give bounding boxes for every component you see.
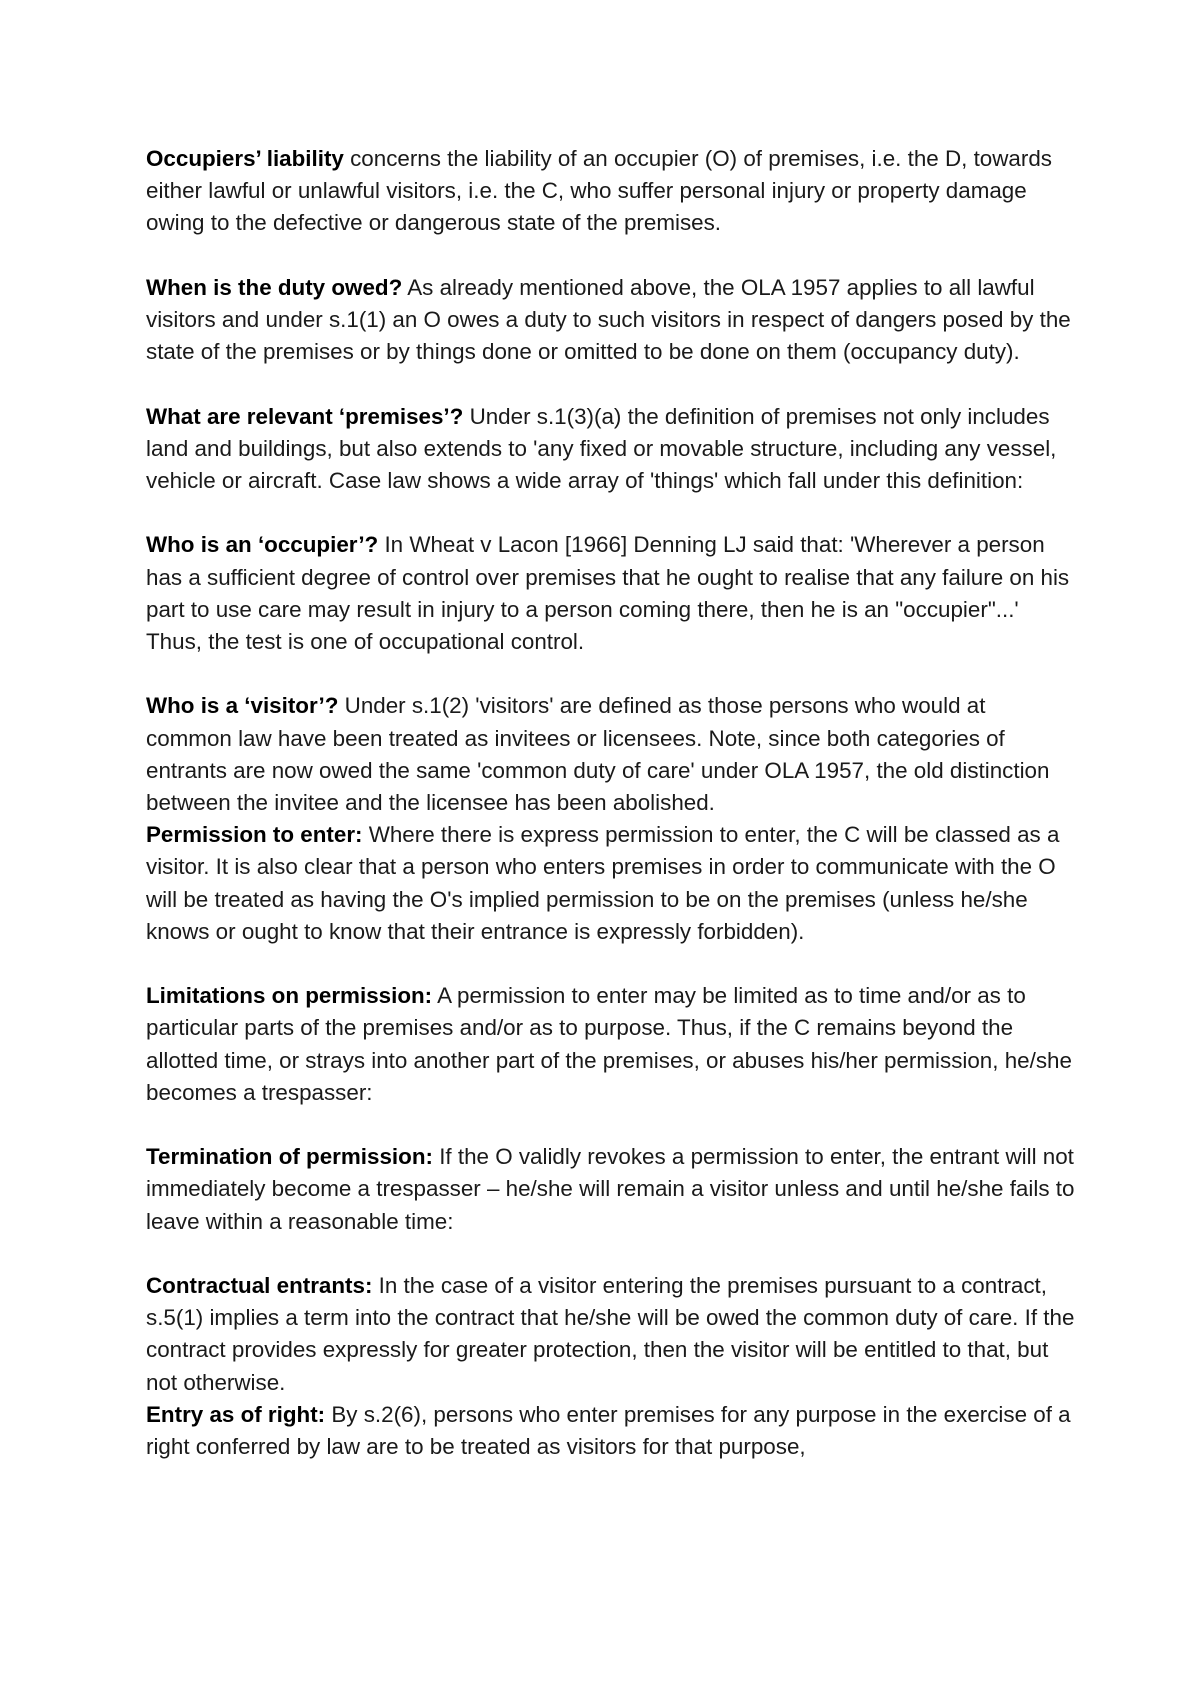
paragraph-text: If the O validly revokes a permission to enter, the entrant will not immediately become a trespasser – he/she will remain a visitor unless and until he/she fails to leave within a reasonable time: <box>146 1144 1075 1234</box>
paragraph-heading: Permission to enter: <box>146 822 363 848</box>
paragraph-text: Under s.1(3)(a) the definition of premises not only includes land and buildings, but also extends to 'any fixed or movable structure, including any vessel, vehicle or aircraft. Case law shows a wide array of 'things' which fall under this definition: <box>146 403 1057 493</box>
paragraph-termination <box>146 1141 1076 1238</box>
paragraph-permission-to-enter <box>146 819 1076 948</box>
paragraph-heading: Entry as of right: <box>146 1401 326 1427</box>
paragraph-occupier <box>146 529 1076 658</box>
paragraph-premises <box>146 401 1076 498</box>
paragraph-heading: Who is an ‘occupier’? <box>146 532 379 558</box>
paragraph-heading: What are relevant ‘premises’? <box>146 403 464 429</box>
paragraph-heading: When is the duty owed? <box>146 274 403 300</box>
paragraph-text: Under s.1(2) 'visitors' are defined as those persons who would at common law have been treated as invitees or licensees. Note, since both categories of entrants are now owed the same 'common duty of care' under OLA 1957, the old distinction between the invitee and the licensee has been abolished. <box>146 693 1050 815</box>
paragraph-heading: Termination of permission: <box>146 1144 433 1170</box>
paragraph-text: As already mentioned above, the OLA 1957 applies to all lawful visitors and under s.1(1) an O owes a duty to such visitors in respect of dangers posed by the state of the premises or by things done or omitted to be done on them (occupancy duty). <box>146 274 1071 365</box>
paragraph-contractual-entrants <box>146 1270 1076 1399</box>
paragraph-text: concerns the liability of an occupier (O) of premises, i.e. the D, towards either lawful or unlawful visitors, i.e. the C, who suffer personal injury or property damage owing to the defective or dangerous state of the premises. <box>146 146 1052 236</box>
paragraph-text: In the case of a visitor entering the premises pursuant to a contract, s.5(1) implies a term into the contract that he/she will be owed the common duty of care. If the contract provides expressly for greater protection, then the visitor will be entitled to that, but not otherwise. <box>146 1273 1075 1395</box>
paragraph-visitor <box>146 690 1076 819</box>
paragraph-text: In Wheat v Lacon [1966] Denning LJ said that: 'Wherever a person has a sufficient degree of control over premises that he ought to realise that any failure on his part to use care may result in injury to a person coming there, then he is an "occupier"...' Thus, the test is one of occupational control. <box>146 532 1070 654</box>
paragraph-text: Where there is express permission to enter, the C will be classed as a visitor. It is also clear that a person who enters premises in order to communicate with the O will be treated as having the O's implied permission to be on the premises (unless he/she knows or ought to know that their entrance is expressly forbidden). <box>146 822 1060 944</box>
paragraph-text: A permission to enter may be limited as to time and/or as to particular parts of the premises and/or as to purpose. Thus, if the C remains beyond the allotted time, or strays into another part of the premises, or abuses his/her permission, he/she becomes a trespasser: <box>146 983 1072 1105</box>
paragraph-heading: Who is a ‘visitor’? <box>146 693 339 719</box>
paragraph-text: By s.2(6), persons who enter premises for any purpose in the exercise of a right conferred by law are to be treated as visitors for that purpose, <box>146 1401 1071 1460</box>
paragraph-duty-owed <box>146 272 1076 369</box>
paragraph-entry-as-of-right <box>146 1399 1076 1463</box>
paragraph-heading: Limitations on permission: <box>146 983 433 1009</box>
document-body <box>146 143 1076 1463</box>
paragraph-occupiers-liability <box>146 143 1076 240</box>
paragraph-limitations <box>146 980 1076 1109</box>
paragraph-heading: Contractual entrants: <box>146 1273 373 1298</box>
paragraph-heading: Occupiers’ liability <box>146 146 344 171</box>
